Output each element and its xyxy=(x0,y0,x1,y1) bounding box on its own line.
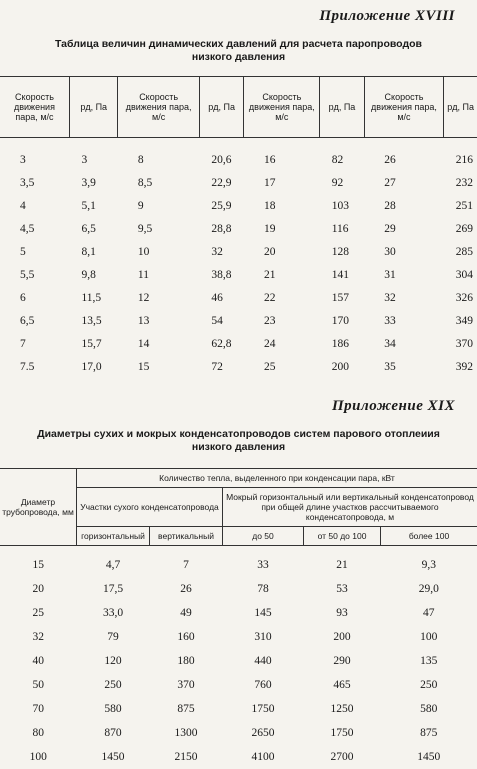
table-cell: 21 xyxy=(304,546,381,578)
table-cell: 21 xyxy=(244,263,320,286)
table-cell: 22,9 xyxy=(199,171,244,194)
table-cell: 392 xyxy=(444,355,477,378)
table-cell: 12 xyxy=(118,286,199,309)
table-cell: 160 xyxy=(150,625,223,649)
header-speed-3: Скорость движения пара, м/с xyxy=(244,77,320,138)
table-cell: 269 xyxy=(444,217,477,240)
table-row xyxy=(0,171,477,194)
table-xix-title xyxy=(0,428,477,454)
header-pd-3: pд, Па xyxy=(320,77,365,138)
table-cell: 14 xyxy=(118,332,199,355)
table-cell: 250 xyxy=(381,673,477,697)
table-cell: 27 xyxy=(364,171,444,194)
table-cell: 49 xyxy=(150,601,223,625)
header-over-100: более 100 xyxy=(381,527,477,546)
header-wet-sections: Мокрый горизонтальный или вертикальный конденсатопровод при общей длине участков рассчитываемого конденсатопровода, м xyxy=(223,488,477,527)
table-cell: 7 xyxy=(0,332,69,355)
table-cell: 33,0 xyxy=(77,601,150,625)
table-row xyxy=(0,240,477,263)
table-cell: 2150 xyxy=(150,745,223,769)
table-cell: 200 xyxy=(320,355,365,378)
table-cell: 16 xyxy=(244,138,320,172)
table-cell: 180 xyxy=(150,649,223,673)
table-cell: 17,5 xyxy=(77,577,150,601)
table-cell: 100 xyxy=(0,745,77,769)
table-cell: 10 xyxy=(118,240,199,263)
table-row xyxy=(0,332,477,355)
table-cell: 875 xyxy=(381,721,477,745)
table-cell: 9 xyxy=(118,194,199,217)
table-cell: 35 xyxy=(364,355,444,378)
table-cell: 78 xyxy=(223,577,304,601)
table-cell: 304 xyxy=(444,263,477,286)
table-row xyxy=(0,546,477,578)
table-cell: 4100 xyxy=(223,745,304,769)
table-cell: 29,0 xyxy=(381,577,477,601)
table-cell: 103 xyxy=(320,194,365,217)
table-cell: 15 xyxy=(118,355,199,378)
table-cell: 5,5 xyxy=(0,263,69,286)
table-xviii-title xyxy=(0,38,477,64)
table-cell: 8,1 xyxy=(69,240,117,263)
table-cell: 3 xyxy=(69,138,117,172)
table-cell: 34 xyxy=(364,332,444,355)
table-cell: 9,3 xyxy=(381,546,477,578)
header-pd-2: pд, Па xyxy=(199,77,244,138)
table-cell: 116 xyxy=(320,217,365,240)
table-cell: 100 xyxy=(381,625,477,649)
header-heat: Количество тепла, выделенного при конденсации пара, кВт xyxy=(77,469,477,488)
table-cell: 26 xyxy=(150,577,223,601)
table-cell: 24 xyxy=(244,332,320,355)
table-header-row xyxy=(0,469,477,488)
table-cell: 15,7 xyxy=(69,332,117,355)
table-cell: 1450 xyxy=(381,745,477,769)
table-cell: 128 xyxy=(320,240,365,263)
table-cell: 82 xyxy=(320,138,365,172)
table-cell: 8,5 xyxy=(118,171,199,194)
header-dry-sections: Участки сухого конденсатопровода xyxy=(77,488,223,527)
header-speed-1: Скорость движения пара, м/с xyxy=(0,77,69,138)
table-cell: 186 xyxy=(320,332,365,355)
table-cell: 4 xyxy=(0,194,69,217)
table-cell: 1300 xyxy=(150,721,223,745)
table-cell: 4,7 xyxy=(77,546,150,578)
table-cell: 28,8 xyxy=(199,217,244,240)
condensate-pipe-table xyxy=(0,468,477,769)
table-cell: 80 xyxy=(0,721,77,745)
table-cell: 326 xyxy=(444,286,477,309)
table-cell: 9,5 xyxy=(118,217,199,240)
header-horizontal: горизонтальный xyxy=(77,527,150,546)
table-cell: 760 xyxy=(223,673,304,697)
dynamic-pressure-table xyxy=(0,76,477,378)
header-speed-2: Скорость движения пара, м/с xyxy=(118,77,199,138)
table-cell: 1750 xyxy=(304,721,381,745)
table-cell: 32 xyxy=(364,286,444,309)
table-cell: 46 xyxy=(199,286,244,309)
table-cell: 13,5 xyxy=(69,309,117,332)
table-cell: 200 xyxy=(304,625,381,649)
header-50-to-100: от 50 до 100 xyxy=(304,527,381,546)
table-cell: 6,5 xyxy=(0,309,69,332)
header-pd-1: pд, Па xyxy=(69,77,117,138)
table-row xyxy=(0,625,477,649)
table-xviii-title-line1: Таблица величин динамических давлений для расчета паропроводов xyxy=(0,38,477,51)
table-cell: 15 xyxy=(0,546,77,578)
table-row xyxy=(0,286,477,309)
table-cell: 580 xyxy=(77,697,150,721)
table-row xyxy=(0,745,477,769)
table-cell: 28 xyxy=(364,194,444,217)
table-cell: 1750 xyxy=(223,697,304,721)
table-row xyxy=(0,194,477,217)
table-cell: 33 xyxy=(223,546,304,578)
table-xviii-title-line2: низкого давления xyxy=(0,51,477,64)
table-cell: 6 xyxy=(0,286,69,309)
table-cell: 20 xyxy=(244,240,320,263)
table-cell: 232 xyxy=(444,171,477,194)
table-cell: 30 xyxy=(364,240,444,263)
table-cell: 17 xyxy=(244,171,320,194)
table-cell: 31 xyxy=(364,263,444,286)
table-cell: 13 xyxy=(118,309,199,332)
table-cell: 135 xyxy=(381,649,477,673)
table-row xyxy=(0,673,477,697)
table-cell: 3,5 xyxy=(0,171,69,194)
table-cell: 50 xyxy=(0,673,77,697)
table-cell: 11 xyxy=(118,263,199,286)
table-cell: 3 xyxy=(0,138,69,172)
table-cell: 310 xyxy=(223,625,304,649)
table-cell: 20,6 xyxy=(199,138,244,172)
table-cell: 3,9 xyxy=(69,171,117,194)
table-row xyxy=(0,355,477,378)
table-row xyxy=(0,138,477,172)
table-row xyxy=(0,721,477,745)
table-cell: 53 xyxy=(304,577,381,601)
table-cell: 145 xyxy=(223,601,304,625)
table-cell: 38,8 xyxy=(199,263,244,286)
table-row xyxy=(0,217,477,240)
table-cell: 370 xyxy=(444,332,477,355)
table-header-row xyxy=(0,77,477,138)
table-cell: 29 xyxy=(364,217,444,240)
table-cell: 120 xyxy=(77,649,150,673)
table-cell: 8 xyxy=(118,138,199,172)
table-cell: 349 xyxy=(444,309,477,332)
table-cell: 1450 xyxy=(77,745,150,769)
table-cell: 1250 xyxy=(304,697,381,721)
table-cell: 25 xyxy=(0,601,77,625)
table-cell: 72 xyxy=(199,355,244,378)
table-cell: 290 xyxy=(304,649,381,673)
table-cell: 47 xyxy=(381,601,477,625)
table-cell: 23 xyxy=(244,309,320,332)
table-cell: 2650 xyxy=(223,721,304,745)
table-cell: 92 xyxy=(320,171,365,194)
table-cell: 25,9 xyxy=(199,194,244,217)
table-row xyxy=(0,577,477,601)
table-xix-title-line1: Диаметры сухих и мокрых конденсатопроводов систем парового отоплеиия xyxy=(0,428,477,441)
table-cell: 465 xyxy=(304,673,381,697)
header-vertical: вертикальный xyxy=(150,527,223,546)
header-pd-4: pд, Па xyxy=(444,77,477,138)
table-row xyxy=(0,601,477,625)
table-cell: 216 xyxy=(444,138,477,172)
table-cell: 22 xyxy=(244,286,320,309)
header-diameter: Диаметр трубопровода, мм xyxy=(0,469,77,546)
table-cell: 54 xyxy=(199,309,244,332)
table-cell: 32 xyxy=(0,625,77,649)
table-cell: 141 xyxy=(320,263,365,286)
table-cell: 62,8 xyxy=(199,332,244,355)
table-cell: 250 xyxy=(77,673,150,697)
appendix-xix-heading: Приложение XIX xyxy=(332,398,455,415)
table-cell: 79 xyxy=(77,625,150,649)
table-cell: 7.5 xyxy=(0,355,69,378)
table-row xyxy=(0,263,477,286)
table-cell: 2700 xyxy=(304,745,381,769)
appendix-xviii-heading: Приложение XVIII xyxy=(319,8,455,25)
table-cell: 6,5 xyxy=(69,217,117,240)
header-up-to-50: до 50 xyxy=(223,527,304,546)
table-cell: 370 xyxy=(150,673,223,697)
table-cell: 26 xyxy=(364,138,444,172)
table-cell: 33 xyxy=(364,309,444,332)
table-cell: 440 xyxy=(223,649,304,673)
table-cell: 875 xyxy=(150,697,223,721)
table-row xyxy=(0,309,477,332)
table-xix-title-line2: низкого давления xyxy=(0,441,477,454)
table-cell: 32 xyxy=(199,240,244,263)
table-cell: 4,5 xyxy=(0,217,69,240)
table-row xyxy=(0,697,477,721)
table-cell: 5 xyxy=(0,240,69,263)
table-cell: 17,0 xyxy=(69,355,117,378)
table-cell: 40 xyxy=(0,649,77,673)
table-cell: 285 xyxy=(444,240,477,263)
table-cell: 11,5 xyxy=(69,286,117,309)
table-cell: 870 xyxy=(77,721,150,745)
table-cell: 25 xyxy=(244,355,320,378)
table-cell: 20 xyxy=(0,577,77,601)
table-cell: 5,1 xyxy=(69,194,117,217)
table-cell: 18 xyxy=(244,194,320,217)
table-cell: 580 xyxy=(381,697,477,721)
table-row xyxy=(0,649,477,673)
table-cell: 251 xyxy=(444,194,477,217)
table-cell: 170 xyxy=(320,309,365,332)
header-speed-4: Скорость движения пара, м/с xyxy=(364,77,444,138)
table-cell: 9,8 xyxy=(69,263,117,286)
table-cell: 19 xyxy=(244,217,320,240)
table-cell: 93 xyxy=(304,601,381,625)
table-cell: 7 xyxy=(150,546,223,578)
table-cell: 70 xyxy=(0,697,77,721)
table-cell: 157 xyxy=(320,286,365,309)
